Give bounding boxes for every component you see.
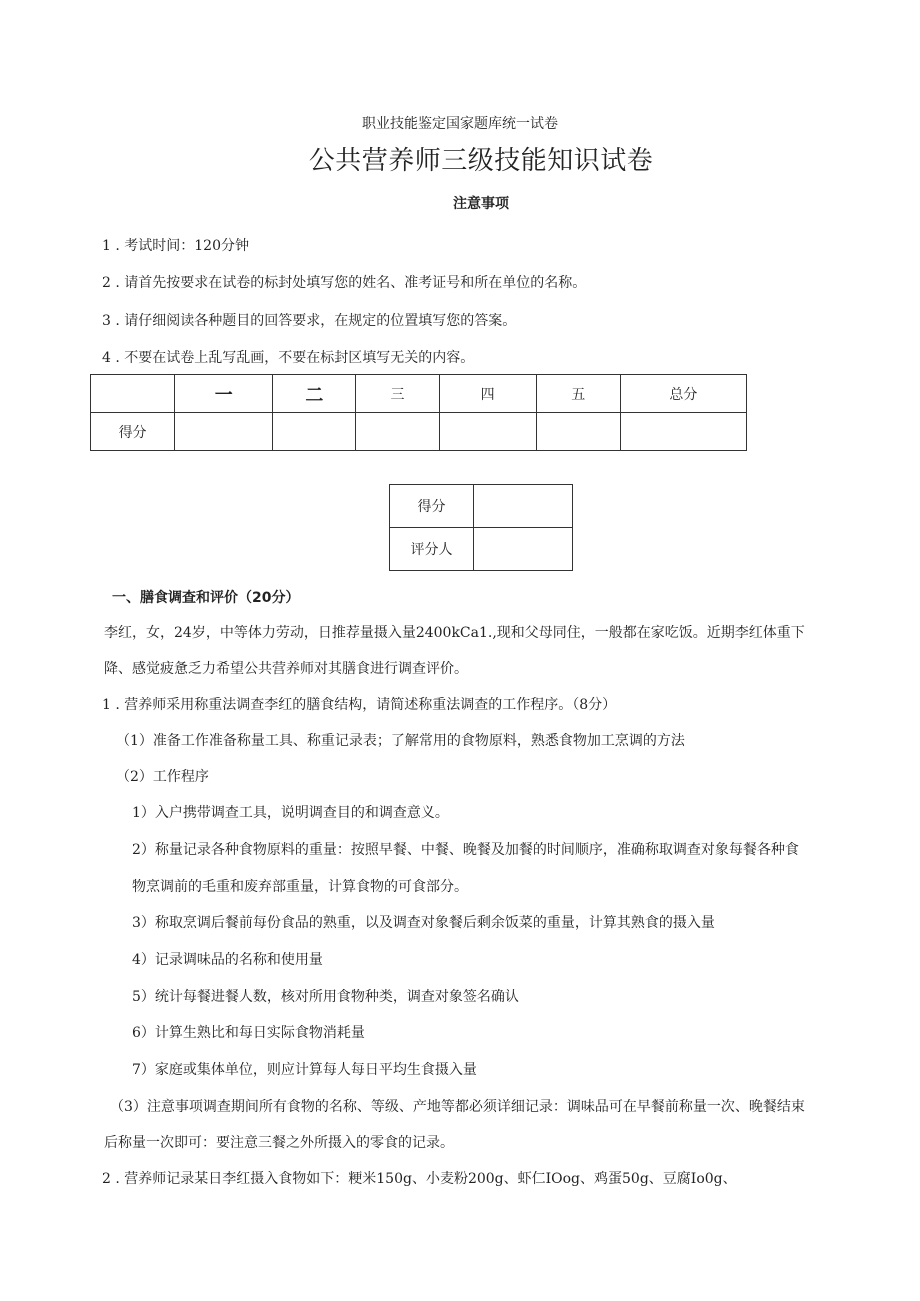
grader-name-label: 评分人 [390, 528, 474, 571]
grader-score-cell[interactable] [474, 485, 573, 528]
score-cell-5[interactable] [536, 413, 620, 451]
score-summary-table [90, 374, 747, 451]
score-row-label: 得分 [91, 413, 175, 451]
grader-table-name-row [390, 528, 573, 571]
notice-item-4: 4 . 不要在试卷上乱写乱画，不要在标封区填写无关的内容。 [102, 350, 475, 366]
answer-1-part-3-line-1: （3）注意事项调查期间所有食物的名称、等级、产地等都必须详细记录：调味品可在早餐前称量一次、晚餐结束 [110, 1099, 805, 1115]
score-cell-1[interactable] [175, 413, 273, 451]
score-table-row [91, 413, 747, 451]
score-table-header-row [91, 375, 747, 413]
score-col-1: 一 [175, 375, 273, 413]
score-col-5: 五 [536, 375, 620, 413]
notice-item-1: 1 . 考试时间：120分钟 [102, 238, 249, 254]
answer-1-part-1: （1）准备工作准备称量工具、称重记录表；了解常用的食物原料，熟悉食物加工烹调的方法 [116, 733, 685, 749]
case-intro-line-2: 降、感觉疲惫乏力希望公共营养师对其膳食进行调查评价。 [104, 661, 468, 677]
answer-1-part-3-line-2: 后称量一次即可：要注意三餐之外所摄入的零食的记录。 [104, 1135, 454, 1151]
score-table-corner [91, 375, 175, 413]
score-col-2: 二 [273, 375, 356, 413]
step-1: 1）入户携带调查工具，说明调查目的和调查意义。 [132, 805, 449, 821]
notice-item-2: 2 . 请首先按要求在试卷的标封处填写您的姓名、准考证号和所在单位的名称。 [102, 275, 587, 291]
section-1-heading: 一、膳食调查和评价（20分） [112, 590, 300, 606]
score-col-total: 总分 [620, 375, 746, 413]
step-5: 5）统计每餐进餐人数，核对所用食物种类，调查对象签名确认 [132, 989, 519, 1005]
step-2-continued: 物烹调前的毛重和废弃部重量，计算食物的可食部分。 [132, 879, 468, 895]
score-col-4: 四 [439, 375, 536, 413]
step-2: 2）称量记录各种食物原料的重量：按照早餐、中餐、晚餐及加餐的时间顺序，准确称取调查对象每餐各种食 [132, 842, 799, 858]
grader-table [389, 484, 573, 571]
score-cell-4[interactable] [439, 413, 536, 451]
question-2: 2 . 营养师记录某日李红摄入食物如下：粳米150g、小麦粉200g、虾仁IOog、鸡蛋50g、豆腐Io0g、 [102, 1171, 737, 1187]
step-7: 7）家庭或集体单位，则应计算每人每日平均生食摄入量 [132, 1062, 477, 1078]
case-intro-line-1: 李红，女，24岁，中等体力劳动，日推荐量摄入量2400kCa1.,现和父母同住，一般都在家吃饭。近期李红体重下 [104, 625, 805, 641]
answer-1-part-2: （2）工作程序 [116, 769, 209, 785]
step-4: 4）记录调味品的名称和使用量 [132, 952, 323, 968]
step-6: 6）计算生熟比和每日实际食物消耗量 [132, 1025, 365, 1041]
score-cell-2[interactable] [273, 413, 356, 451]
score-cell-total[interactable] [620, 413, 746, 451]
grader-name-cell[interactable] [474, 528, 573, 571]
score-col-3: 三 [356, 375, 439, 413]
step-3: 3）称取烹调后餐前每份食品的熟重，以及调查对象餐后剩余饭菜的重量，计算其熟食的摄入量 [132, 915, 715, 931]
grader-table-score-row [390, 485, 573, 528]
grader-score-label: 得分 [390, 485, 474, 528]
notice-heading: 注意事项 [453, 196, 509, 212]
notice-item-3: 3 . 请仔细阅读各种题目的回答要求，在规定的位置填写您的答案。 [102, 313, 517, 329]
question-1: 1 . 营养师采用称重法调查李红的膳食结构，请简述称重法调查的工作程序。（8分） [102, 697, 617, 713]
exam-title: 公共营养师三级技能知识试卷 [308, 146, 654, 176]
exam-subtitle: 职业技能鉴定国家题库统一试卷 [362, 116, 558, 132]
score-cell-3[interactable] [356, 413, 439, 451]
